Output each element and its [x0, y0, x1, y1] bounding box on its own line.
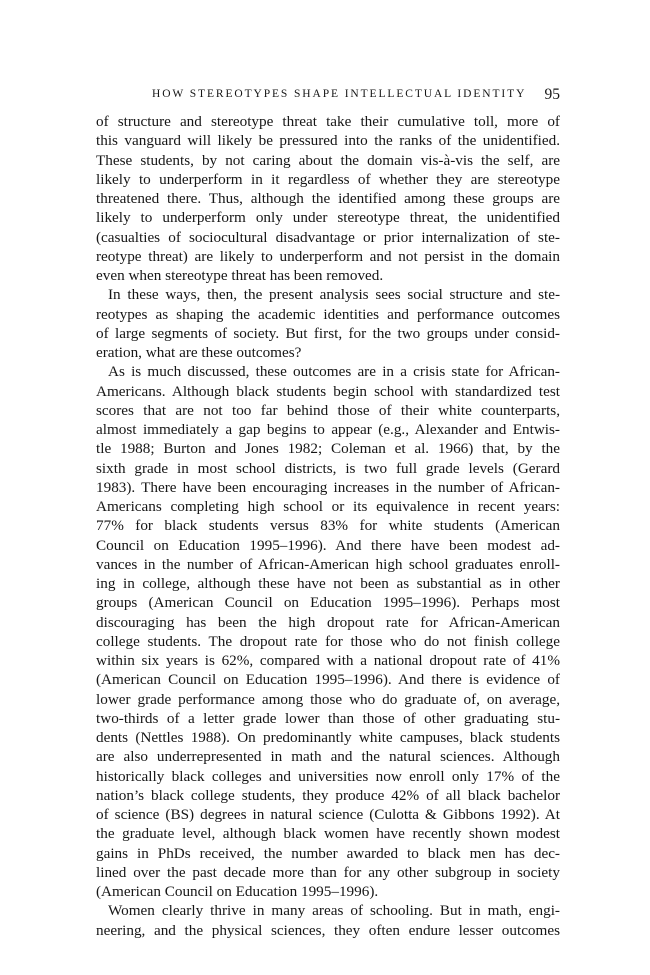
running-head-title: HOW STEREOTYPES SHAPE INTELLECTUAL IDENTITY	[152, 88, 527, 100]
text-line: groups (American Council on Education 1995–1996). Perhaps most	[96, 594, 560, 612]
text-line: (casualties of sociocultural disadvantage or prior internalization of ste-	[96, 228, 560, 246]
paragraph	[96, 901, 560, 940]
text-line: within six years is 62%, compared with a national dropout rate of 41%	[96, 652, 560, 669]
text-line: As is much discussed, these outcomes are in a crisis state for African-	[108, 363, 560, 381]
text-line: Americans. Although black students begin school with standardized test	[96, 382, 560, 400]
text-line: These students, by not caring about the domain vis-à-vis the self, are	[96, 151, 560, 169]
text-line: historically black colleges and universities now enroll only 17% of the	[96, 767, 560, 785]
text-line: In these ways, then, the present analysis sees social structure and ste-	[108, 286, 560, 304]
text-line: Council on Education 1995–1996). And there have been modest ad-	[96, 536, 560, 554]
text-line: eration, what are these outcomes?	[96, 344, 302, 361]
text-line: likely to underperform only under stereotype threat, the unidentified	[96, 209, 560, 227]
text-line: sixth grade in most school districts, is two full grade levels (Gerard	[96, 459, 560, 477]
text-line: 1983). There have been encouraging increases in the number of African-	[96, 478, 560, 496]
text-line: threatened there. Thus, although the identified among these groups are	[96, 190, 560, 207]
text-line: likely to underperform in it regardless of whether they are stereotype	[96, 170, 560, 188]
text-line: of structure and stereotype threat take their cumulative toll, more of	[96, 113, 560, 130]
body-text	[96, 112, 560, 940]
text-line: gains in PhDs received, the number awarded to black men has dec-	[96, 844, 560, 862]
text-line: discouraging has been the high dropout rate for African-American	[96, 613, 560, 631]
text-line: two-thirds of a letter grade lower than those of other graduating stu-	[96, 709, 560, 727]
text-line: this vanguard will likely be pressured into the ranks of the unidentified.	[96, 132, 560, 150]
text-line: Americans completing high school or its equivalence in recent years:	[96, 498, 560, 515]
text-line: (American Council on Education 1995–1996).	[96, 883, 379, 900]
text-line: lined over the past decade more than for any other subgroup in society	[96, 863, 560, 881]
text-line: dents (Nettles 1988). On predominantly white campuses, black students	[96, 729, 560, 746]
text-line: nation’s black college students, they produce 42% of all black bachelor	[96, 786, 560, 804]
text-line: scores that are not too far behind those of their white counterparts,	[96, 401, 560, 419]
text-line: (American Council on Education 1995–1996). And there is evidence of	[96, 671, 560, 689]
text-line: are also underrepresented in math and the natural sciences. Although	[96, 748, 560, 766]
paragraph	[96, 285, 560, 362]
text-line: the graduate level, although black women have recently shown modest	[96, 825, 560, 843]
text-line: vances in the number of African-American high school graduates enroll-	[96, 555, 560, 573]
text-line: neering, and the physical sciences, they often endure lesser outcomes	[96, 921, 560, 939]
text-line: lower grade performance among those who do graduate of, on average,	[96, 690, 560, 708]
paragraph	[96, 362, 560, 901]
text-line: tle 1988; Burton and Jones 1982; Coleman et al. 1966) that, by the	[96, 440, 560, 458]
paragraph	[96, 112, 560, 285]
text-line: reotype threat) are likely to underperform and not persist in the domain	[96, 247, 560, 265]
text-line: college students. The dropout rate for those who do not finish college	[96, 632, 560, 650]
running-head	[96, 86, 560, 106]
text-line: ing in college, although these have not been as substantial as in other	[96, 575, 560, 592]
text-line: 77% for black students versus 83% for white students (American	[96, 517, 560, 535]
text-line: of large segments of society. But first, for the two groups under consid-	[96, 324, 560, 342]
page-number: 95	[544, 86, 560, 103]
text-line: of science (BS) degrees in natural science (Culotta & Gibbons 1992). At	[96, 806, 560, 823]
text-line: even when stereotype threat has been removed.	[96, 267, 384, 284]
text-line: Women clearly thrive in many areas of schooling. But in math, engi-	[108, 902, 560, 920]
text-line: reotypes as shaping the academic identities and performance outcomes	[96, 305, 560, 323]
text-line: almost immediately a gap begins to appear (e.g., Alexander and Entwis-	[96, 421, 560, 438]
